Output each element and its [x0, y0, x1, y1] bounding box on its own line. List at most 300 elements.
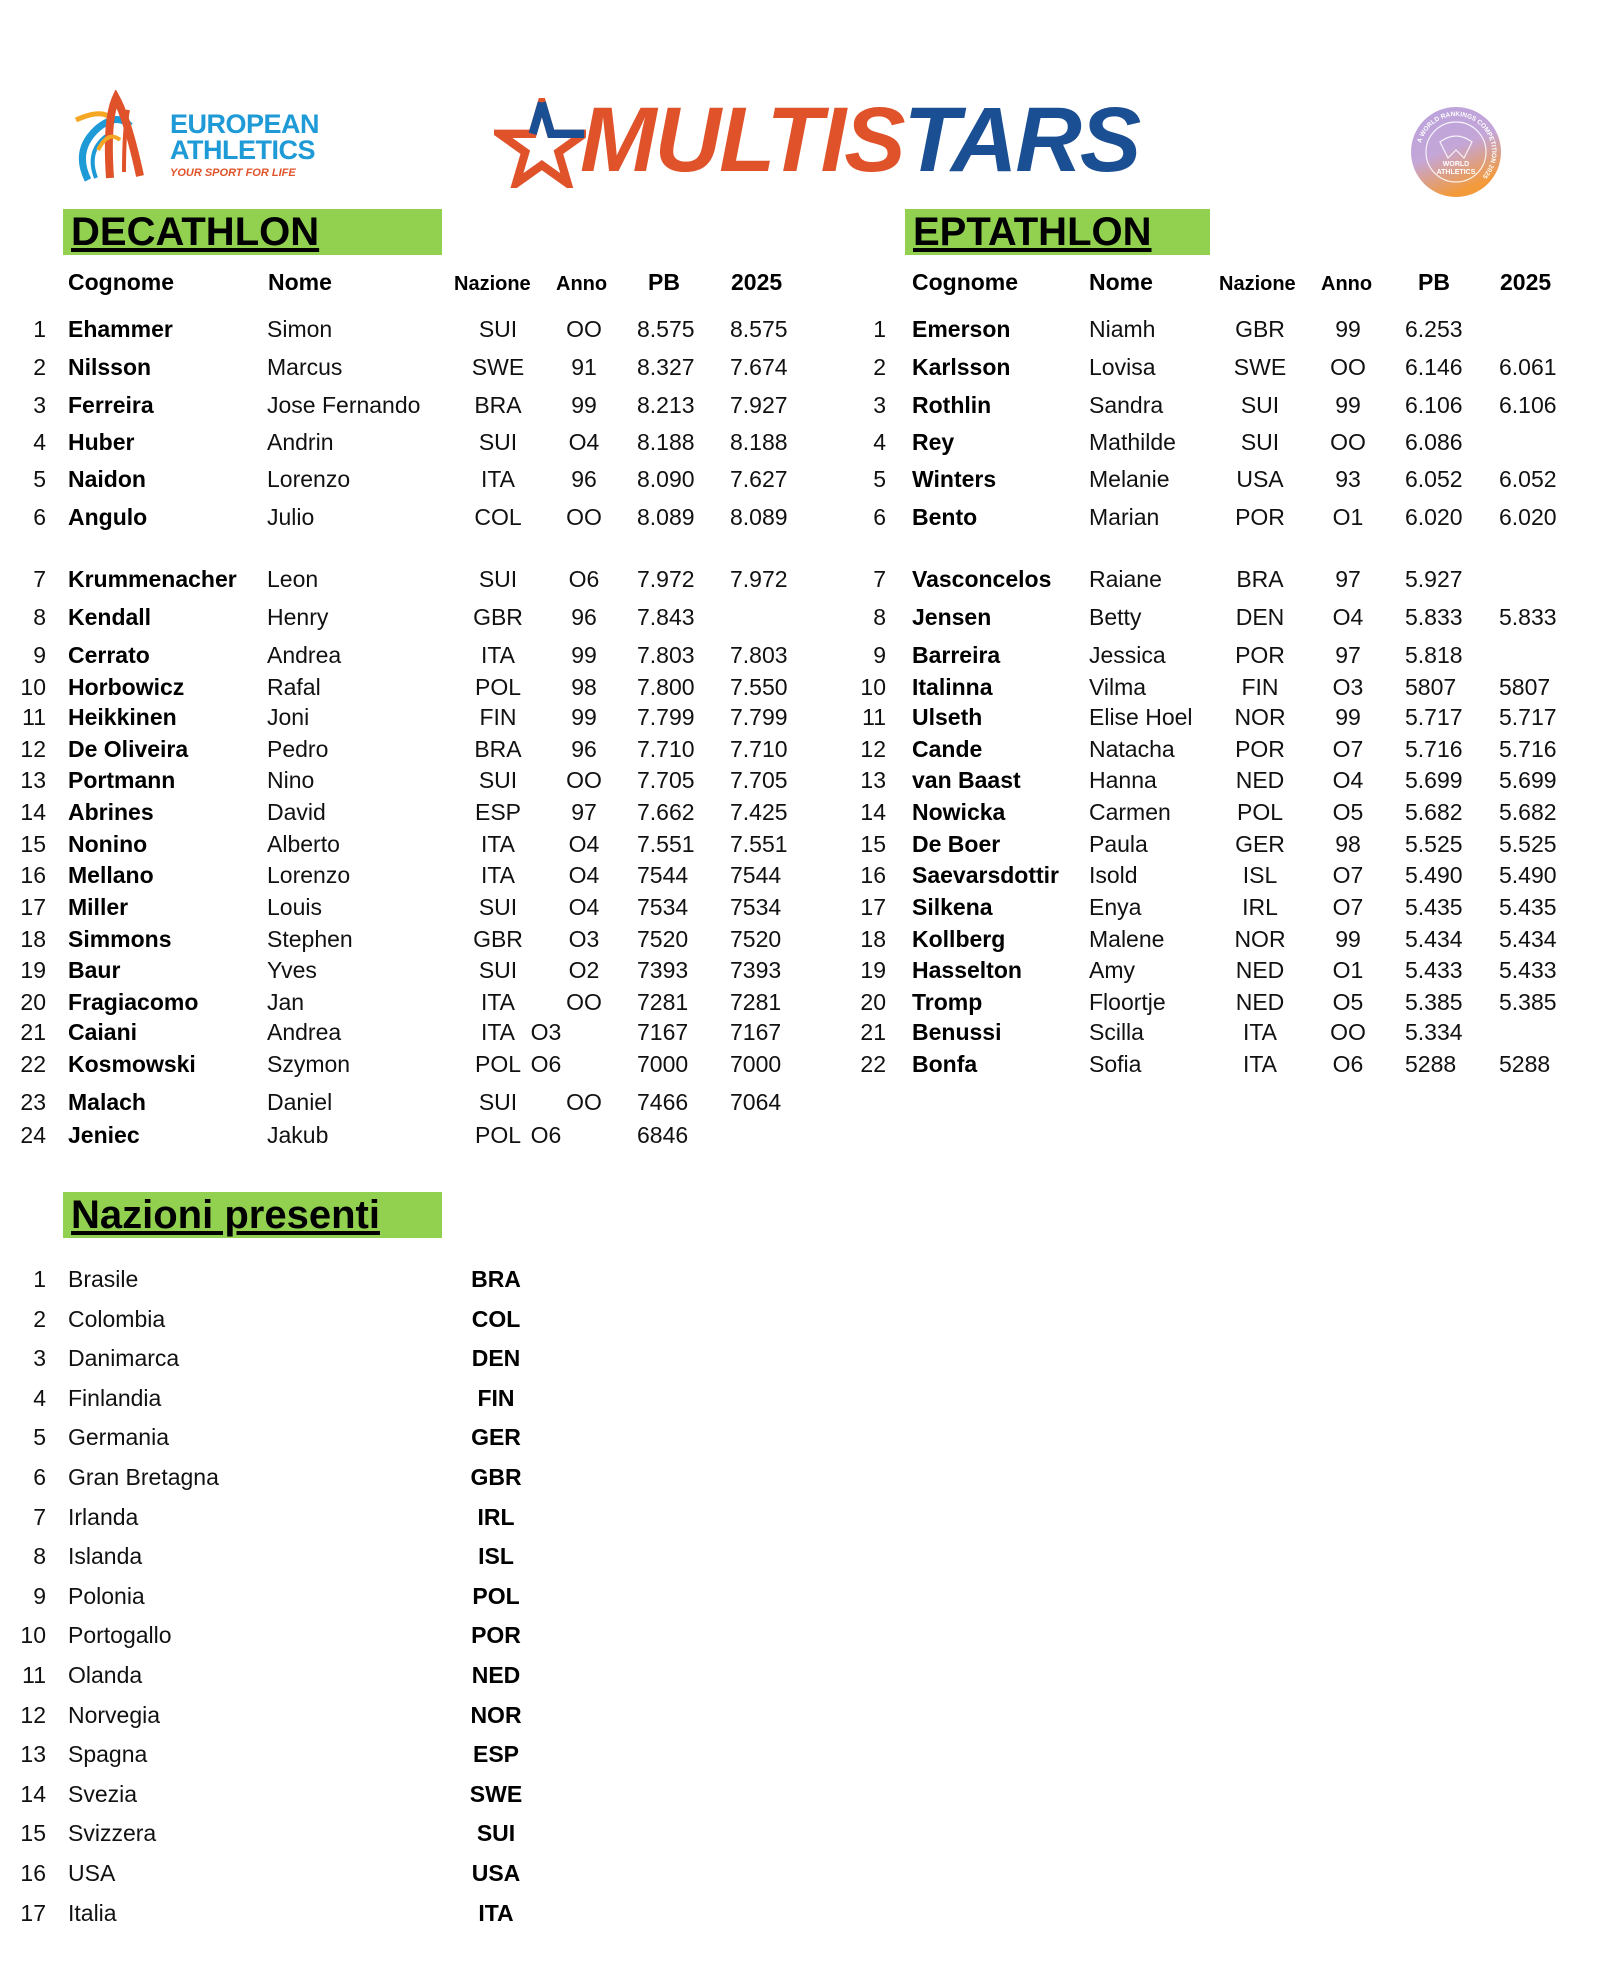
- heptathlon-row: [0, 640, 1600, 670]
- decathlon-header-surname: Cognome: [68, 269, 175, 295]
- decathlon-cell-season: 7.627: [730, 466, 788, 492]
- decathlon-cell-year: OO: [566, 1089, 602, 1115]
- nation-name: Svezia: [68, 1781, 138, 1807]
- decathlon-cell-nation: ITA: [480, 466, 516, 492]
- decathlon-cell-surname: Huber: [68, 429, 135, 455]
- heptathlon-cell-nation: SWE: [1233, 354, 1287, 380]
- decathlon-cell-pb: 6846: [637, 1122, 689, 1148]
- decathlon-cell-pb: 7520: [637, 926, 689, 952]
- decathlon-cell-surname: Malach: [68, 1089, 146, 1115]
- heptathlon-cell-pb: 5807: [1405, 674, 1457, 700]
- heptathlon-cell-name: Scilla: [1089, 1019, 1144, 1045]
- nation-code: ITA: [478, 1900, 514, 1926]
- decathlon-cell-season: 7.705: [730, 767, 788, 793]
- heptathlon-cell-season: 6.052: [1499, 466, 1557, 492]
- heptathlon-cell-pb: 5288: [1405, 1051, 1457, 1077]
- nation-list-item: [0, 1700, 600, 1730]
- heptathlon-header-pb: PB: [1418, 269, 1450, 295]
- heptathlon-cell-name: Sandra: [1089, 392, 1164, 418]
- heptathlon-cell-pb: 6.052: [1405, 466, 1463, 492]
- decathlon-cell-name: Szymon: [267, 1051, 351, 1077]
- heptathlon-row: [0, 702, 1600, 732]
- heptathlon-cell-name: Paula: [1089, 831, 1148, 857]
- nation-code: DEN: [471, 1345, 521, 1371]
- nation-code: GER: [471, 1424, 521, 1450]
- heptathlon-cell-nation: POR: [1235, 504, 1285, 530]
- heptathlon-cell-rank: 15: [860, 831, 886, 857]
- decathlon-cell-pb: 7393: [637, 957, 689, 983]
- nations-title-banner: [63, 1192, 442, 1238]
- heptathlon-cell-rank: 14: [860, 799, 886, 825]
- nation-rank: 3: [33, 1345, 46, 1371]
- heptathlon-cell-year: 98: [1335, 831, 1361, 857]
- nation-name: Italia: [68, 1900, 117, 1926]
- nation-code: FIN: [477, 1385, 515, 1411]
- nations-title: Nazioni presenti: [71, 1193, 380, 1237]
- heptathlon-cell-year: 97: [1335, 566, 1361, 592]
- nation-code: ESP: [472, 1741, 520, 1767]
- heptathlon-row: [0, 564, 1600, 594]
- decathlon-cell-surname: Cerrato: [68, 642, 150, 668]
- nation-code: POR: [471, 1622, 521, 1648]
- heptathlon-cell-pb: 6.253: [1405, 316, 1463, 342]
- decathlon-cell-name: Stephen: [267, 926, 353, 952]
- decathlon-cell-pb: 8.089: [637, 504, 695, 530]
- heptathlon-cell-nation: FIN: [1241, 674, 1279, 700]
- heptathlon-cell-nation: ITA: [1242, 1051, 1278, 1077]
- decathlon-title: DECATHLON: [71, 210, 320, 254]
- heptathlon-cell-surname: Barreira: [912, 642, 1001, 668]
- nation-name: Svizzera: [68, 1820, 157, 1846]
- heptathlon-cell-rank: 22: [860, 1051, 886, 1077]
- decathlon-row: [0, 1087, 1600, 1117]
- heptathlon-cell-name: Lovisa: [1089, 354, 1156, 380]
- decathlon-cell-surname: Angulo: [68, 504, 148, 530]
- heptathlon-cell-year: O7: [1332, 736, 1364, 762]
- decathlon-cell-pb: 8.090: [637, 466, 695, 492]
- heptathlon-row: [0, 502, 1600, 532]
- decathlon-cell-season: 7393: [730, 957, 782, 983]
- nation-list-item: [0, 1383, 600, 1413]
- decathlon-cell-surname: Krummenacher: [68, 566, 237, 592]
- heptathlon-cell-name: Mathilde: [1089, 429, 1176, 455]
- decathlon-cell-rank: 13: [20, 767, 46, 793]
- decathlon-cell-rank: 24: [20, 1122, 46, 1148]
- decathlon-header-nation: Nazione: [454, 273, 531, 295]
- decathlon-cell-surname: Heikkinen: [68, 704, 177, 730]
- nation-code: BRA: [471, 1266, 521, 1292]
- heptathlon-cell-season: 5.434: [1499, 926, 1557, 952]
- heptathlon-cell-pb: 5.435: [1405, 894, 1463, 920]
- decathlon-cell-nation: GBR: [473, 926, 523, 952]
- decathlon-cell-name: Andrin: [267, 429, 334, 455]
- heptathlon-cell-pb: 5.433: [1405, 957, 1463, 983]
- heptathlon-cell-season: 5.833: [1499, 604, 1557, 630]
- decathlon-cell-name: Marcus: [267, 354, 343, 380]
- decathlon-cell-surname: Simmons: [68, 926, 172, 952]
- heptathlon-cell-name: Niamh: [1089, 316, 1156, 342]
- decathlon-cell-surname: Jeniec: [68, 1122, 140, 1148]
- heptathlon-cell-pb: 5.385: [1405, 989, 1463, 1015]
- heptathlon-row: [0, 955, 1600, 985]
- decathlon-cell-pb: 7.710: [637, 736, 695, 762]
- decathlon-cell-name: Jan: [267, 989, 305, 1015]
- decathlon-cell-pb: 7466: [637, 1089, 689, 1115]
- nation-rank: 4: [33, 1385, 46, 1411]
- heptathlon-cell-year: O4: [1332, 767, 1364, 793]
- decathlon-cell-nation: SUI: [478, 566, 518, 592]
- decathlon-cell-pb: 8.188: [637, 429, 695, 455]
- multistars-wordmark: [580, 90, 1139, 190]
- heptathlon-header-surname: Cognome: [912, 269, 1019, 295]
- heptathlon-cell-pb: 6.146: [1405, 354, 1463, 380]
- nation-rank: 17: [20, 1900, 46, 1926]
- decathlon-cell-name: Henry: [267, 604, 329, 630]
- decathlon-cell-year: 97: [571, 799, 597, 825]
- decathlon-cell-season: 7.972: [730, 566, 788, 592]
- nation-rank: 8: [33, 1543, 46, 1569]
- heptathlon-cell-surname: Hasselton: [912, 957, 1022, 983]
- heptathlon-cell-year: OO: [1330, 354, 1366, 380]
- heptathlon-row: [0, 765, 1600, 795]
- decathlon-cell-name: Pedro: [267, 736, 329, 762]
- decathlon-cell-nation: SWE: [471, 354, 525, 380]
- decathlon-cell-nation: POL: [474, 1122, 522, 1148]
- decathlon-cell-pb: 7000: [637, 1051, 689, 1077]
- heptathlon-cell-year: O7: [1332, 894, 1364, 920]
- decathlon-cell-season: 7167: [730, 1019, 782, 1045]
- multistars-logo: [494, 89, 1144, 192]
- heptathlon-cell-year: O3: [1332, 674, 1364, 700]
- heptathlon-cell-nation: NOR: [1234, 704, 1286, 730]
- badge-center-line1: WORLD: [1442, 161, 1470, 168]
- heptathlon-cell-name: Floortje: [1089, 989, 1166, 1015]
- decathlon-cell-pb: 7167: [637, 1019, 689, 1045]
- heptathlon-cell-name: Raiane: [1089, 566, 1162, 592]
- heptathlon-cell-year: O6: [1332, 1051, 1364, 1077]
- decathlon-cell-season: 7000: [730, 1051, 782, 1077]
- heptathlon-cell-nation: POL: [1236, 799, 1284, 825]
- decathlon-cell-year: 99: [571, 704, 597, 730]
- decathlon-cell-rank: 15: [20, 831, 46, 857]
- decathlon-cell-nation: SUI: [478, 894, 518, 920]
- heptathlon-cell-nation: IRL: [1242, 894, 1278, 920]
- heptathlon-cell-surname: Karlsson: [912, 354, 1011, 380]
- heptathlon-cell-rank: 18: [860, 926, 886, 952]
- heptathlon-cell-year: 99: [1335, 926, 1361, 952]
- decathlon-cell-pb: 8.327: [637, 354, 695, 380]
- heptathlon-cell-year: O5: [1332, 989, 1364, 1015]
- decathlon-cell-rank: 2: [33, 354, 46, 380]
- decathlon-cell-name: Lorenzo: [267, 466, 351, 492]
- heptathlon-row: [0, 427, 1600, 457]
- nation-name: Finlandia: [68, 1385, 162, 1411]
- heptathlon-cell-year: OO: [1330, 1019, 1366, 1045]
- heptathlon-cell-surname: Winters: [912, 466, 997, 492]
- decathlon-cell-surname: Caiani: [68, 1019, 138, 1045]
- heptathlon-cell-name: Isold: [1089, 862, 1138, 888]
- decathlon-cell-rank: 1: [33, 316, 46, 342]
- nation-list-item: [0, 1264, 600, 1294]
- decathlon-cell-season: 7.674: [730, 354, 788, 380]
- heptathlon-row: [0, 314, 1600, 344]
- nation-rank: 1: [33, 1266, 46, 1292]
- nation-list-item: [0, 1739, 600, 1769]
- decathlon-cell-year: O2: [568, 957, 600, 983]
- decathlon-cell-surname: Kendall: [68, 604, 152, 630]
- heptathlon-cell-pb: 5.682: [1405, 799, 1463, 825]
- heptathlon-cell-name: Melanie: [1089, 466, 1170, 492]
- heptathlon-cell-rank: 4: [873, 429, 886, 455]
- star-icon: [494, 98, 586, 188]
- heptathlon-cell-pb: 5.818: [1405, 642, 1463, 668]
- heptathlon-cell-year: O5: [1332, 799, 1364, 825]
- heptathlon-title-banner: [905, 209, 1210, 255]
- multistars-part2: S: [844, 89, 904, 191]
- decathlon-cell-nation: BRA: [474, 736, 522, 762]
- multistars-part1: MULTI: [580, 89, 845, 191]
- decathlon-header-name: Nome: [268, 269, 332, 295]
- nation-rank: 15: [20, 1820, 46, 1846]
- ea-logo-line2: ATHLETICS: [170, 135, 315, 165]
- decathlon-cell-year: 96: [571, 736, 597, 762]
- decathlon-cell-year: OO: [566, 989, 602, 1015]
- decathlon-cell-name: Rafal: [267, 674, 321, 700]
- decathlon-cell-year: 91: [571, 354, 597, 380]
- nation-list-item: [0, 1343, 600, 1373]
- decathlon-cell-name: David: [267, 799, 326, 825]
- decathlon-cell-year: O6: [530, 1051, 562, 1077]
- decathlon-cell-nation: ESP: [474, 799, 522, 825]
- heptathlon-cell-nation: GER: [1235, 831, 1285, 857]
- nation-name: Polonia: [68, 1583, 145, 1609]
- heptathlon-cell-year: O4: [1332, 604, 1364, 630]
- nation-list-item: [0, 1779, 600, 1809]
- decathlon-title-banner: [63, 209, 442, 255]
- heptathlon-cell-surname: Nowicka: [912, 799, 1006, 825]
- decathlon-cell-name: Lorenzo: [267, 862, 351, 888]
- nation-rank: 12: [20, 1702, 46, 1728]
- nation-list-item: [0, 1462, 600, 1492]
- nation-code: ISL: [478, 1543, 514, 1569]
- decathlon-cell-pb: 7.972: [637, 566, 695, 592]
- heptathlon-cell-nation: GBR: [1235, 316, 1285, 342]
- heptathlon-cell-surname: Bento: [912, 504, 978, 530]
- decathlon-cell-surname: Ehammer: [68, 316, 173, 342]
- heptathlon-row: [0, 464, 1600, 494]
- decathlon-cell-season: 7520: [730, 926, 782, 952]
- decathlon-cell-pb: 7.843: [637, 604, 695, 630]
- decathlon-cell-season: 7.803: [730, 642, 788, 668]
- nation-rank: 9: [33, 1583, 46, 1609]
- decathlon-cell-name: Andrea: [267, 1019, 342, 1045]
- decathlon-cell-year: O4: [568, 831, 600, 857]
- heptathlon-cell-pb: 6.086: [1405, 429, 1463, 455]
- heptathlon-cell-surname: Jensen: [912, 604, 992, 630]
- heptathlon-cell-surname: Ulseth: [912, 704, 983, 730]
- decathlon-cell-surname: Naidon: [68, 466, 146, 492]
- decathlon-cell-rank: 5: [33, 466, 46, 492]
- decathlon-cell-nation: ITA: [480, 862, 516, 888]
- heptathlon-cell-season: 5.525: [1499, 831, 1557, 857]
- nation-code: COL: [471, 1306, 521, 1332]
- nation-rank: 10: [20, 1622, 46, 1648]
- decathlon-cell-rank: 21: [20, 1019, 46, 1045]
- decathlon-cell-year: O3: [568, 926, 600, 952]
- heptathlon-cell-season: 5.682: [1499, 799, 1557, 825]
- heptathlon-header-year: Anno: [1321, 273, 1373, 295]
- heptathlon-cell-nation: ISL: [1242, 862, 1278, 888]
- heptathlon-cell-name: Hanna: [1089, 767, 1157, 793]
- heptathlon-header-nation: Nazione: [1219, 273, 1296, 295]
- nation-rank: 5: [33, 1424, 46, 1450]
- decathlon-cell-name: Alberto: [267, 831, 340, 857]
- decathlon-cell-rank: 4: [33, 429, 46, 455]
- decathlon-cell-name: Simon: [267, 316, 333, 342]
- decathlon-cell-pb: 7.705: [637, 767, 695, 793]
- heptathlon-cell-season: 6.020: [1499, 504, 1557, 530]
- heptathlon-cell-year: 97: [1335, 642, 1361, 668]
- nation-code: NED: [471, 1662, 521, 1688]
- nation-rank: 14: [20, 1781, 46, 1807]
- heptathlon-cell-season: 6.106: [1499, 392, 1557, 418]
- decathlon-cell-season: 7534: [730, 894, 782, 920]
- decathlon-cell-surname: Nilsson: [68, 354, 152, 380]
- heptathlon-cell-surname: van Baast: [912, 767, 1021, 793]
- heptathlon-cell-pb: 6.106: [1405, 392, 1463, 418]
- decathlon-cell-year: OO: [566, 316, 602, 342]
- decathlon-cell-pb: 7544: [637, 862, 689, 888]
- decathlon-cell-name: Leon: [267, 566, 319, 592]
- decathlon-cell-nation: GBR: [473, 604, 523, 630]
- decathlon-cell-surname: Mellano: [68, 862, 154, 888]
- decathlon-cell-pb: 7.799: [637, 704, 695, 730]
- decathlon-cell-rank: 12: [20, 736, 46, 762]
- decathlon-cell-surname: Miller: [68, 894, 129, 920]
- heptathlon-cell-pb: 5.717: [1405, 704, 1463, 730]
- decathlon-cell-rank: 9: [33, 642, 46, 668]
- decathlon-cell-name: Yves: [267, 957, 317, 983]
- heptathlon-cell-nation: BRA: [1236, 566, 1284, 592]
- decathlon-cell-year: OO: [566, 767, 602, 793]
- heptathlon-row: [0, 797, 1600, 827]
- nation-list-item: [0, 1660, 600, 1690]
- nation-name: Islanda: [68, 1543, 143, 1569]
- heptathlon-cell-rank: 16: [860, 862, 886, 888]
- nation-name: Brasile: [68, 1266, 139, 1292]
- heptathlon-cell-pb: 6.020: [1405, 504, 1463, 530]
- decathlon-cell-pb: 8.575: [637, 316, 695, 342]
- decathlon-cell-pb: 7.662: [637, 799, 695, 825]
- heptathlon-cell-pb: 5.490: [1405, 862, 1463, 888]
- heptathlon-cell-year: O1: [1332, 504, 1364, 530]
- decathlon-cell-season: 7544: [730, 862, 782, 888]
- nation-rank: 11: [22, 1662, 46, 1688]
- heptathlon-cell-rank: 2: [873, 354, 886, 380]
- decathlon-cell-nation: ITA: [480, 831, 516, 857]
- decathlon-cell-name: Jakub: [267, 1122, 329, 1148]
- decathlon-cell-season: 7.550: [730, 674, 788, 700]
- heptathlon-row: [0, 987, 1600, 1017]
- world-athletics-badge: [1410, 106, 1502, 198]
- heptathlon-cell-year: 99: [1335, 392, 1361, 418]
- heptathlon-cell-rank: 3: [873, 392, 886, 418]
- decathlon-cell-surname: Horbowicz: [68, 674, 185, 700]
- nation-list-item: [0, 1858, 600, 1888]
- heptathlon-cell-pb: 5.525: [1405, 831, 1463, 857]
- nation-rank: 7: [33, 1504, 46, 1530]
- decathlon-cell-rank: 18: [20, 926, 46, 952]
- european-athletics-emblem-icon: [68, 90, 158, 190]
- heptathlon-cell-name: Elise Hoel: [1089, 704, 1193, 730]
- nation-list-item: [0, 1541, 600, 1571]
- decathlon-cell-rank: 19: [20, 957, 46, 983]
- heptathlon-cell-surname: Rey: [912, 429, 955, 455]
- heptathlon-header-name: Nome: [1089, 269, 1153, 295]
- decathlon-cell-name: Daniel: [267, 1089, 333, 1115]
- heptathlon-cell-nation: SUI: [1240, 429, 1280, 455]
- heptathlon-header-2025: 2025: [1500, 269, 1552, 295]
- heptathlon-cell-name: Betty: [1089, 604, 1142, 630]
- decathlon-cell-surname: De Oliveira: [68, 736, 189, 762]
- heptathlon-cell-rank: 17: [860, 894, 886, 920]
- decathlon-cell-year: O4: [568, 894, 600, 920]
- ea-logo-line1: EUROPEAN: [170, 109, 320, 139]
- decathlon-cell-nation: ITA: [480, 1019, 516, 1045]
- decathlon-cell-season: 8.575: [730, 316, 788, 342]
- decathlon-cell-season: 7.799: [730, 704, 788, 730]
- decathlon-cell-nation: POL: [474, 1051, 522, 1077]
- nation-rank: 2: [33, 1306, 46, 1332]
- heptathlon-cell-year: OO: [1330, 429, 1366, 455]
- decathlon-cell-year: 96: [571, 604, 597, 630]
- heptathlon-row: [0, 390, 1600, 420]
- decathlon-cell-name: Louis: [267, 894, 322, 920]
- heptathlon-cell-season: 5.717: [1499, 704, 1557, 730]
- nation-code: POL: [472, 1583, 520, 1609]
- decathlon-cell-rank: 11: [22, 704, 46, 730]
- heptathlon-cell-rank: 7: [873, 566, 886, 592]
- heptathlon-row: [0, 829, 1600, 859]
- decathlon-cell-rank: 20: [20, 989, 46, 1015]
- heptathlon-cell-season: 5.716: [1499, 736, 1557, 762]
- heptathlon-cell-nation: DEN: [1235, 604, 1285, 630]
- nation-name: Danimarca: [68, 1345, 180, 1371]
- decathlon-cell-name: Andrea: [267, 642, 342, 668]
- decathlon-cell-year: 99: [571, 392, 597, 418]
- decathlon-cell-rank: 8: [33, 604, 46, 630]
- heptathlon-cell-season: 5807: [1499, 674, 1551, 700]
- european-athletics-logo: [68, 90, 328, 190]
- heptathlon-cell-name: Sofia: [1089, 1051, 1142, 1077]
- nation-name: Germania: [68, 1424, 169, 1450]
- decathlon-cell-year: O4: [568, 862, 600, 888]
- decathlon-cell-rank: 7: [33, 566, 46, 592]
- heptathlon-cell-surname: Cande: [912, 736, 983, 762]
- heptathlon-cell-rank: 13: [860, 767, 886, 793]
- decathlon-cell-season: 7064: [730, 1089, 782, 1115]
- heptathlon-cell-pb: 5.927: [1405, 566, 1463, 592]
- heptathlon-cell-rank: 21: [860, 1019, 886, 1045]
- heptathlon-cell-rank: 19: [860, 957, 886, 983]
- decathlon-cell-surname: Fragiacomo: [68, 989, 199, 1015]
- decathlon-cell-nation: ITA: [480, 989, 516, 1015]
- heptathlon-cell-rank: 11: [862, 704, 886, 730]
- heptathlon-cell-nation: POR: [1235, 642, 1285, 668]
- heptathlon-cell-surname: De Boer: [912, 831, 1001, 857]
- heptathlon-cell-nation: USA: [1236, 466, 1284, 492]
- decathlon-cell-nation: FIN: [479, 704, 517, 730]
